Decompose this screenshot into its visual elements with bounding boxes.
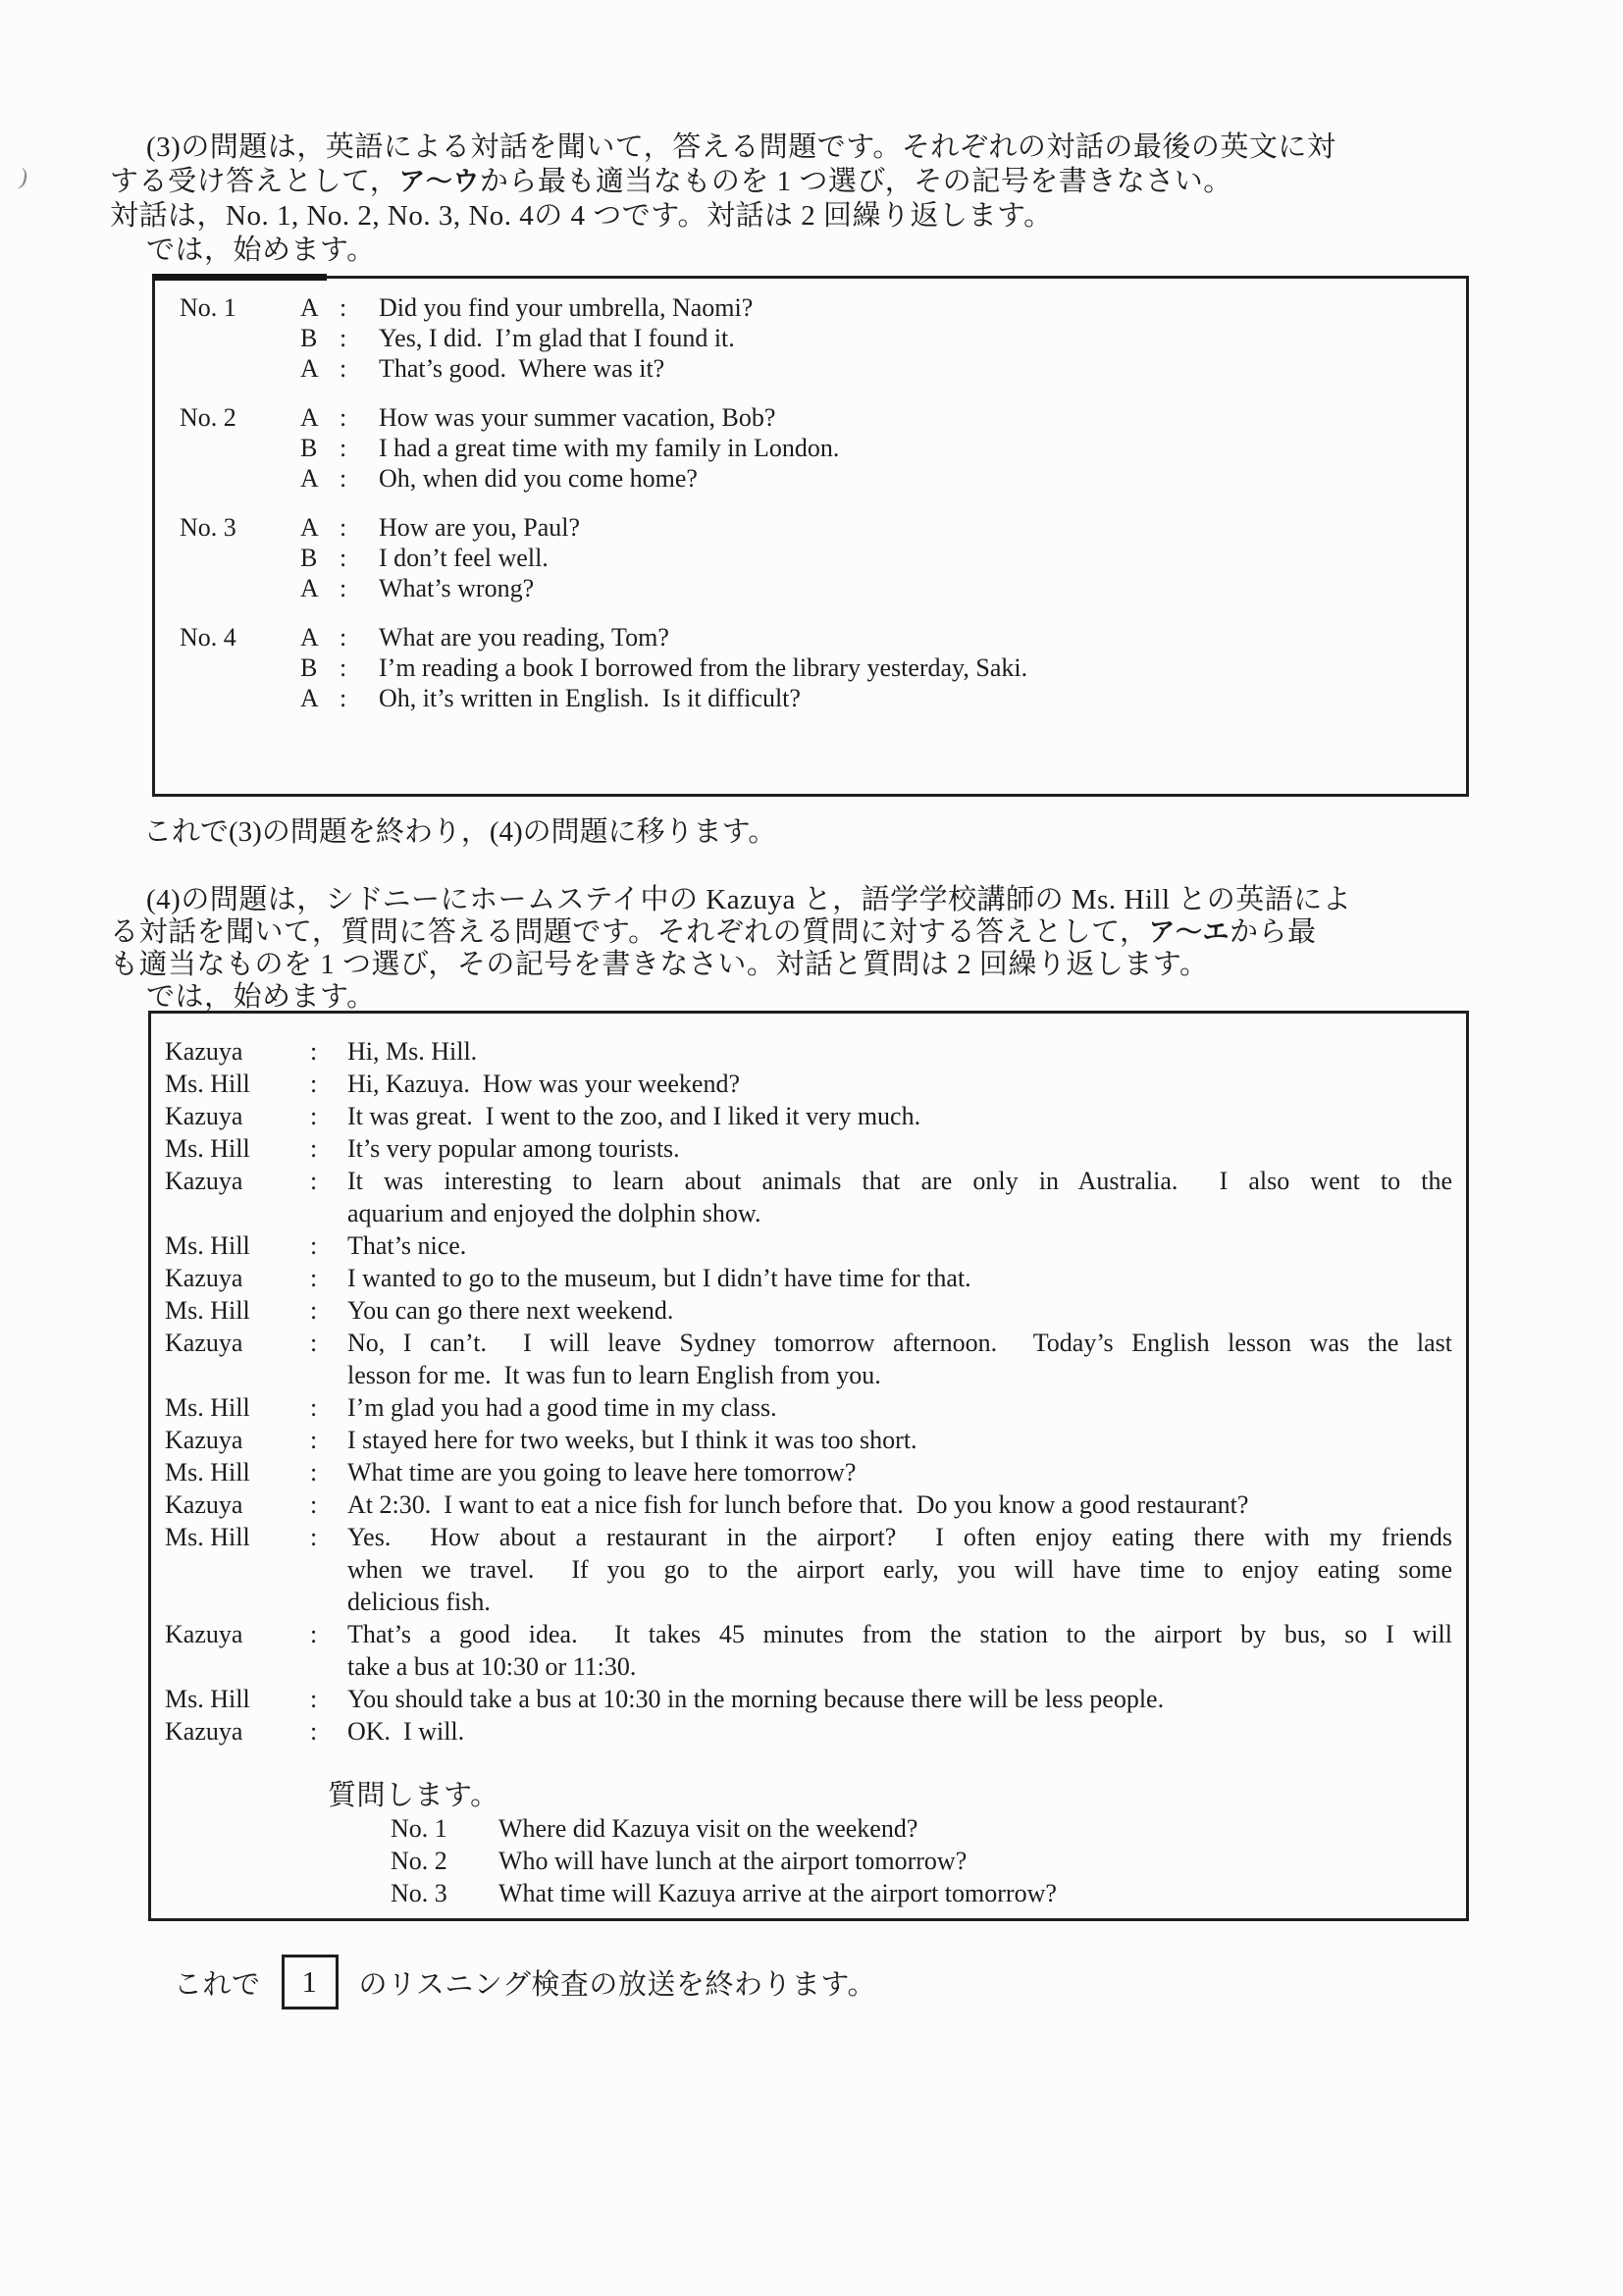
- dialogue-row: [180, 463, 1446, 494]
- conversation-row: [165, 1391, 1452, 1424]
- speaker-name: Kazuya: [165, 1264, 243, 1292]
- closing-text-pre: これで: [174, 1968, 261, 2001]
- dialogue-row: [180, 543, 1446, 573]
- colon-separator: :: [310, 1296, 318, 1325]
- dialogue-row: [180, 573, 1446, 603]
- conversation-text: You can go there next weekend.: [347, 1296, 674, 1325]
- colon-separator: :: [310, 1717, 318, 1746]
- dialogue-text: Yes, I did. I’m glad that I found it.: [379, 324, 735, 352]
- dialogue-row: [180, 622, 1446, 652]
- conversation-text: It’s very popular among tourists.: [347, 1134, 680, 1163]
- conversation-row: [165, 1715, 1452, 1748]
- dialogue-text: I’m reading a book I borrowed from the library yesterday, Saki.: [379, 653, 1028, 682]
- question-number: No. 3: [391, 1879, 447, 1907]
- conversation-row: [165, 1068, 1452, 1100]
- conversation-row: [165, 1456, 1452, 1488]
- instruction-line: [110, 916, 1543, 949]
- dialogue-text: Oh, it’s written in English. Is it difficult?: [379, 684, 801, 712]
- speaker-letter: B: [300, 544, 318, 572]
- dialogue-group-1: [180, 292, 1446, 384]
- conversation-row: [165, 1035, 1452, 1068]
- question-text: What time will Kazuya arrive at the airport tomorrow?: [498, 1879, 1057, 1907]
- question-row: [391, 1845, 1452, 1877]
- conversation-text: That’s a good idea. It takes 45 minutes from the station to the airport by bus, so I will take a bus at 10:30 or 11:30.: [347, 1620, 1452, 1681]
- speaker-name: Ms. Hill: [165, 1523, 250, 1551]
- dialogue-row: [180, 402, 1446, 433]
- conversation-row: [165, 1132, 1452, 1165]
- colon-separator: :: [340, 464, 347, 493]
- colon-separator: :: [340, 324, 347, 352]
- dialogue-text: That’s good. Where was it?: [379, 354, 665, 383]
- colon-separator: :: [340, 354, 347, 383]
- dialogue-text: What’s wrong?: [379, 574, 535, 602]
- speaker-name: Kazuya: [165, 1426, 243, 1454]
- dialogue-text: How was your summer vacation, Bob?: [379, 403, 776, 432]
- dialogue-group-3: [180, 512, 1446, 603]
- conversation-text: Yes. How about a restaurant in the airport? I often enjoy eating there with my friends when we travel. If you go to the airport early, you will have time to enjoy eating some delicious fish.: [347, 1523, 1452, 1616]
- instruction-line: では，始めます。: [146, 235, 376, 266]
- dialogue-group-4: [180, 622, 1446, 713]
- colon-separator: :: [310, 1070, 318, 1098]
- speaker-letter: A: [300, 574, 319, 602]
- section4-instructions: [110, 884, 1543, 1014]
- colon-separator: :: [310, 1620, 318, 1648]
- section4-conversation-box: [148, 1011, 1469, 1921]
- colon-separator: :: [310, 1231, 318, 1260]
- colon-separator: :: [340, 574, 347, 602]
- speaker-name: Kazuya: [165, 1037, 243, 1066]
- speaker-name: Ms. Hill: [165, 1070, 250, 1098]
- section3-closing: これで(3)の問題を終わり，(4)の問題に移ります。: [143, 816, 777, 848]
- speaker-letter: B: [300, 434, 318, 462]
- dialogue-row: [180, 323, 1446, 353]
- speaker-name: Ms. Hill: [165, 1231, 250, 1260]
- instruction-line: (3)の問題は，英語による対話を聞いて，答える問題です。それぞれの対話の最後の英文に対: [146, 131, 1336, 163]
- conversation-row: [165, 1327, 1452, 1391]
- speaker-letter: B: [300, 653, 318, 682]
- conversation-row: [165, 1262, 1452, 1294]
- conversation-row: [165, 1488, 1452, 1521]
- conversation-text: No, I can’t. I will leave Sydney tomorrow afternoon. Today’s English lesson was the last lesson for me. It was fun to learn English from you.: [347, 1329, 1452, 1389]
- conversation-text: That’s nice.: [347, 1231, 467, 1260]
- questions-heading: 質問します。: [328, 1780, 499, 1811]
- colon-separator: :: [340, 293, 347, 322]
- speaker-letter: A: [300, 464, 319, 493]
- conversation-row: [165, 1521, 1452, 1618]
- speaker-name: Kazuya: [165, 1329, 243, 1357]
- question-row: [391, 1877, 1452, 1909]
- conversation-text: I’m glad you had a good time in my class.: [347, 1393, 777, 1422]
- colon-separator: :: [310, 1037, 318, 1066]
- closing-text-post: のリスニング検査の放送を終わります。: [358, 1968, 877, 2001]
- scan-artifact: ): [17, 164, 30, 191]
- colon-separator: :: [310, 1426, 318, 1454]
- colon-separator: :: [310, 1490, 318, 1519]
- section3-dialogues-box: [152, 276, 1469, 797]
- instruction-line: 対話は，No. 1, No. 2, No. 3, No. 4の 4 つです。対話は 2 回繰り返します。: [110, 200, 1053, 232]
- dialogue-row: [180, 683, 1446, 713]
- choice-range-emphasis: ア～ウ: [398, 167, 480, 196]
- speaker-name: Kazuya: [165, 1620, 243, 1648]
- instruction-text: から最: [1230, 916, 1317, 948]
- speaker-name: Ms. Hill: [165, 1393, 250, 1422]
- colon-separator: :: [340, 403, 347, 432]
- conversation-row: [165, 1424, 1452, 1456]
- dialogue-text: Did you find your umbrella, Naomi?: [379, 293, 754, 322]
- dialogue-row: [180, 433, 1446, 463]
- speaker-name: Ms. Hill: [165, 1296, 250, 1325]
- dialogue-row: [180, 652, 1446, 683]
- colon-separator: :: [340, 623, 347, 652]
- dialogue-text: I had a great time with my family in London.: [379, 434, 840, 462]
- conversation-text: Hi, Ms. Hill.: [347, 1037, 478, 1066]
- speaker-letter: A: [300, 354, 319, 383]
- colon-separator: :: [310, 1102, 318, 1130]
- speaker-name: Kazuya: [165, 1717, 243, 1746]
- colon-separator: :: [310, 1393, 318, 1422]
- speaker-letter: A: [300, 293, 319, 322]
- conversation-text: At 2:30. I want to eat a nice fish for lunch before that. Do you know a good restaurant?: [347, 1490, 1249, 1519]
- conversation-row: [165, 1229, 1452, 1262]
- colon-separator: :: [310, 1458, 318, 1487]
- speaker-name: Kazuya: [165, 1102, 243, 1130]
- conversation-text: Hi, Kazuya. How was your weekend?: [347, 1070, 740, 1098]
- speaker-letter: A: [300, 623, 319, 652]
- instruction-line: では，始めます。: [146, 981, 376, 1013]
- boxed-section-number: 1: [282, 1955, 339, 2009]
- dialogue-text: What are you reading, Tom?: [379, 623, 669, 652]
- speaker-name: Ms. Hill: [165, 1134, 250, 1163]
- instruction-text: する受け答えとして，: [110, 166, 399, 197]
- colon-separator: :: [340, 434, 347, 462]
- instruction-text: る対話を聞いて，質問に答える問題です。それぞれの質問に対する答えとして，: [110, 916, 1149, 948]
- choice-range-emphasis: ア～エ: [1148, 917, 1230, 947]
- instruction-text: から最も適当なものを 1 つ選び，その記号を書きなさい。: [479, 166, 1232, 197]
- dialogue-text: How are you, Paul?: [379, 513, 581, 542]
- speaker-name: Ms. Hill: [165, 1458, 250, 1487]
- dialogue-text: I don’t feel well.: [379, 544, 549, 572]
- dialogue-text: Oh, when did you come home?: [379, 464, 698, 493]
- colon-separator: :: [340, 544, 347, 572]
- question-text: Where did Kazuya visit on the weekend?: [498, 1814, 918, 1843]
- speaker-letter: A: [300, 513, 319, 542]
- speaker-letter: A: [300, 684, 319, 712]
- conversation-row: [165, 1165, 1452, 1229]
- colon-separator: :: [310, 1264, 318, 1292]
- colon-separator: :: [310, 1685, 318, 1713]
- colon-separator: :: [310, 1329, 318, 1357]
- conversation-text: It was interesting to learn about animals that are only in Australia. I also went to the aquarium and enjoyed the dolphin show.: [347, 1167, 1452, 1227]
- speaker-name: Kazuya: [165, 1490, 243, 1519]
- dialogue-group-2: [180, 402, 1446, 494]
- instruction-line: (4)の問題は，シドニーにホームステイ中の Kazuya と，語学学校講師の Ms. Hill との英語によ: [146, 884, 1352, 915]
- speaker-name: Kazuya: [165, 1167, 243, 1195]
- conversation-text: I wanted to go to the museum, but I didn’t have time for that.: [347, 1264, 971, 1292]
- conversation-row: [165, 1100, 1452, 1132]
- instruction-line: も適当なものを 1 つ選び，その記号を書きなさい。対話と質問は 2 回繰り返します。: [110, 949, 1209, 980]
- scan-smear: [152, 274, 327, 281]
- speaker-letter: B: [300, 324, 318, 352]
- dialogue-row: [180, 292, 1446, 323]
- dialogue-row: [180, 512, 1446, 543]
- conversation-text: I stayed here for two weeks, but I think it was too short.: [347, 1426, 917, 1454]
- colon-separator: :: [340, 684, 347, 712]
- dialogue-row: [180, 353, 1446, 384]
- conversation-text: You should take a bus at 10:30 in the morning because there will be less people.: [347, 1685, 1165, 1713]
- question-number: No. 2: [391, 1847, 447, 1875]
- speaker-letter: A: [300, 403, 319, 432]
- dialogue-number: No. 3: [180, 513, 236, 542]
- colon-separator: :: [340, 653, 347, 682]
- conversation-text: It was great. I went to the zoo, and I liked it very much.: [347, 1102, 921, 1130]
- instruction-line: [110, 165, 1543, 199]
- conversation-row: [165, 1294, 1452, 1327]
- section3-instructions: [110, 130, 1543, 268]
- conversation-text: OK. I will.: [347, 1717, 465, 1746]
- dialogue-number: No. 2: [180, 403, 236, 432]
- conversation-row: [165, 1683, 1452, 1715]
- broadcast-end-line: [174, 1955, 876, 2009]
- conversation-row: [165, 1618, 1452, 1683]
- question-row: [391, 1812, 1452, 1845]
- question-number: No. 1: [391, 1814, 447, 1843]
- colon-separator: :: [340, 513, 347, 542]
- colon-separator: :: [310, 1167, 318, 1195]
- dialogue-number: No. 4: [180, 623, 236, 652]
- colon-separator: :: [310, 1134, 318, 1163]
- conversation-text: What time are you going to leave here tomorrow?: [347, 1458, 857, 1487]
- speaker-name: Ms. Hill: [165, 1685, 250, 1713]
- question-text: Who will have lunch at the airport tomorrow?: [498, 1847, 968, 1875]
- colon-separator: :: [310, 1523, 318, 1551]
- dialogue-number: No. 1: [180, 293, 236, 322]
